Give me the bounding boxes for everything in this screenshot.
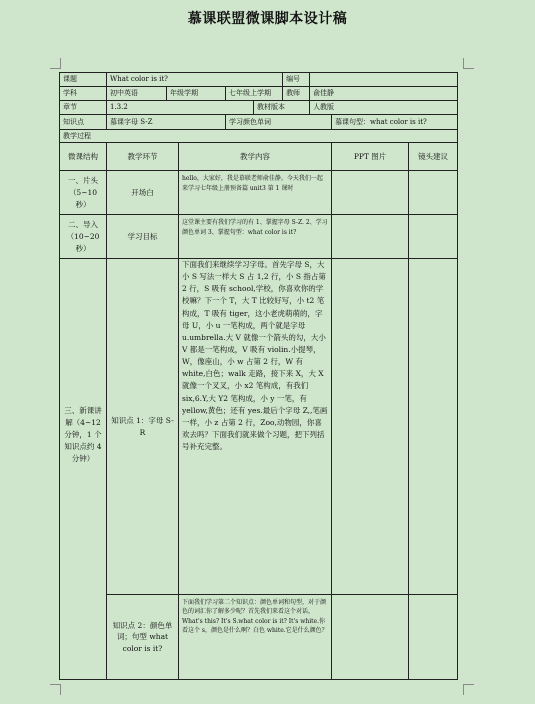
subject-row [60, 87, 458, 101]
shot-cell [409, 595, 458, 680]
step-cell: 开场白 [107, 171, 179, 215]
process-label: 教学过程 [60, 130, 458, 143]
ppt-cell [332, 259, 409, 595]
section-value: 1.3.2 [107, 101, 254, 115]
grade-label: 年级学期 [167, 87, 226, 101]
number-label: 编号 [283, 73, 310, 87]
step-cell: 知识点 1：字母 S-R [107, 259, 179, 595]
script-table [59, 72, 458, 680]
stage-cell: 二、导入（10~20 秒） [60, 215, 107, 259]
topic-label: 课题 [60, 73, 107, 87]
stage-cell: 一、片头（5~10 秒） [60, 171, 107, 215]
teacher-label: 教师 [283, 87, 310, 101]
column-structure: 微课结构 [60, 143, 107, 171]
topic-row [60, 73, 458, 87]
crop-mark-bottom-right [463, 684, 474, 695]
table-row [60, 259, 458, 595]
edition-value: 人教版 [310, 101, 458, 115]
stage-cell: 三、新课讲解（4~12 分钟，1 个知识点约 4 分钟） [60, 259, 107, 680]
table-row [60, 171, 458, 215]
table-row [60, 595, 458, 680]
content-cell: 下面我们来继续学习字母。首先字母 S，大小 S 写法一样大 S 占 1,2 行，小 S 指占第 2 行，S 吸有 school,学校，你喜欢你的学校嘛？下一个 T，大 T 比较好写，小 t2 笔构成，T 吸有 tiger，这小老虎萌萌的，字母 U，小 u 一笔构成，两个就是字母 u.umbrella.大 V 就像一个箭头的勾，大小 V 都是一笔构成，V 吸有 violin.小提琴，W，像座山，小 w 占第 2 行，W 有 white,白色；walk 走路，接下来 X，大 X 就像一个叉叉，小 x2 笔构成，有我们 six,6.Y,大 Y2 笔构成，小 y 一笔，有 yellow,黄色；还有 yes.最后个字母 Z,,笔画一样，小 z 占第 2 行，Zoo,动物园，你喜欢去吗？下面我们就来做个习题，把下列括号补充完整。 [179, 259, 332, 595]
teacher-value: 俞佳静 [310, 87, 458, 101]
edition-label: 教材版本 [254, 101, 310, 115]
column-shot: 镜头建议 [409, 143, 458, 171]
ppt-cell [332, 215, 409, 259]
knowledge-item-1: 慕课字母 S-Z [107, 115, 226, 130]
shot-cell [409, 215, 458, 259]
column-ppt: PPT 图片 [332, 143, 409, 171]
grade-value: 七年级上学期 [226, 87, 283, 101]
ppt-cell [332, 595, 409, 680]
shot-cell [409, 259, 458, 595]
knowledge-item-2: 学习颜色单词 [226, 115, 332, 130]
content-cell: 这堂课主要有我们学习的有 1、掌握字母 S-Z. 2、学习颜色单词 3、掌握句型：what color is it? [179, 215, 332, 259]
crop-mark-top-right [463, 58, 474, 69]
column-step: 教学环节 [107, 143, 179, 171]
topic-value: What color is it? [107, 73, 283, 87]
step-cell: 学习目标 [107, 215, 179, 259]
table-row [60, 215, 458, 259]
subject-value: 初中英语 [107, 87, 167, 101]
knowledge-row [60, 115, 458, 130]
step-cell: 知识点 2：颜色单词；句型 what color is it? [107, 595, 179, 680]
section-label: 章节 [60, 101, 107, 115]
knowledge-item-3: 慕课句型：what color is it? [332, 115, 458, 130]
section-row [60, 101, 458, 115]
column-content: 教学内容 [179, 143, 332, 171]
number-value [310, 73, 458, 87]
knowledge-label: 知识点 [60, 115, 107, 130]
column-header-row [60, 143, 458, 171]
subject-label: 学科 [60, 87, 107, 101]
shot-cell [409, 171, 458, 215]
content-cell: 下面我们学习第二个知识点：颜色单词和句型，对于颜色的词汇你了解多少呢？首先我们来看这个对话，What's this? It's S.what color is it? It's white.你看这个 s，颜色是什么啊？白色 white.它是什么颜色？ [179, 595, 332, 680]
document-title: 慕课联盟微课脚本设计稿 [187, 11, 348, 27]
crop-mark-bottom-left [50, 684, 61, 695]
ppt-cell [332, 171, 409, 215]
crop-mark-top-left [50, 58, 61, 69]
content-cell: hello，大家好，我是慕联老师俞佳静。今天我们一起来学习七年级上册预备篇 unit3 第 1 课时 [179, 171, 332, 215]
process-row [60, 130, 458, 143]
